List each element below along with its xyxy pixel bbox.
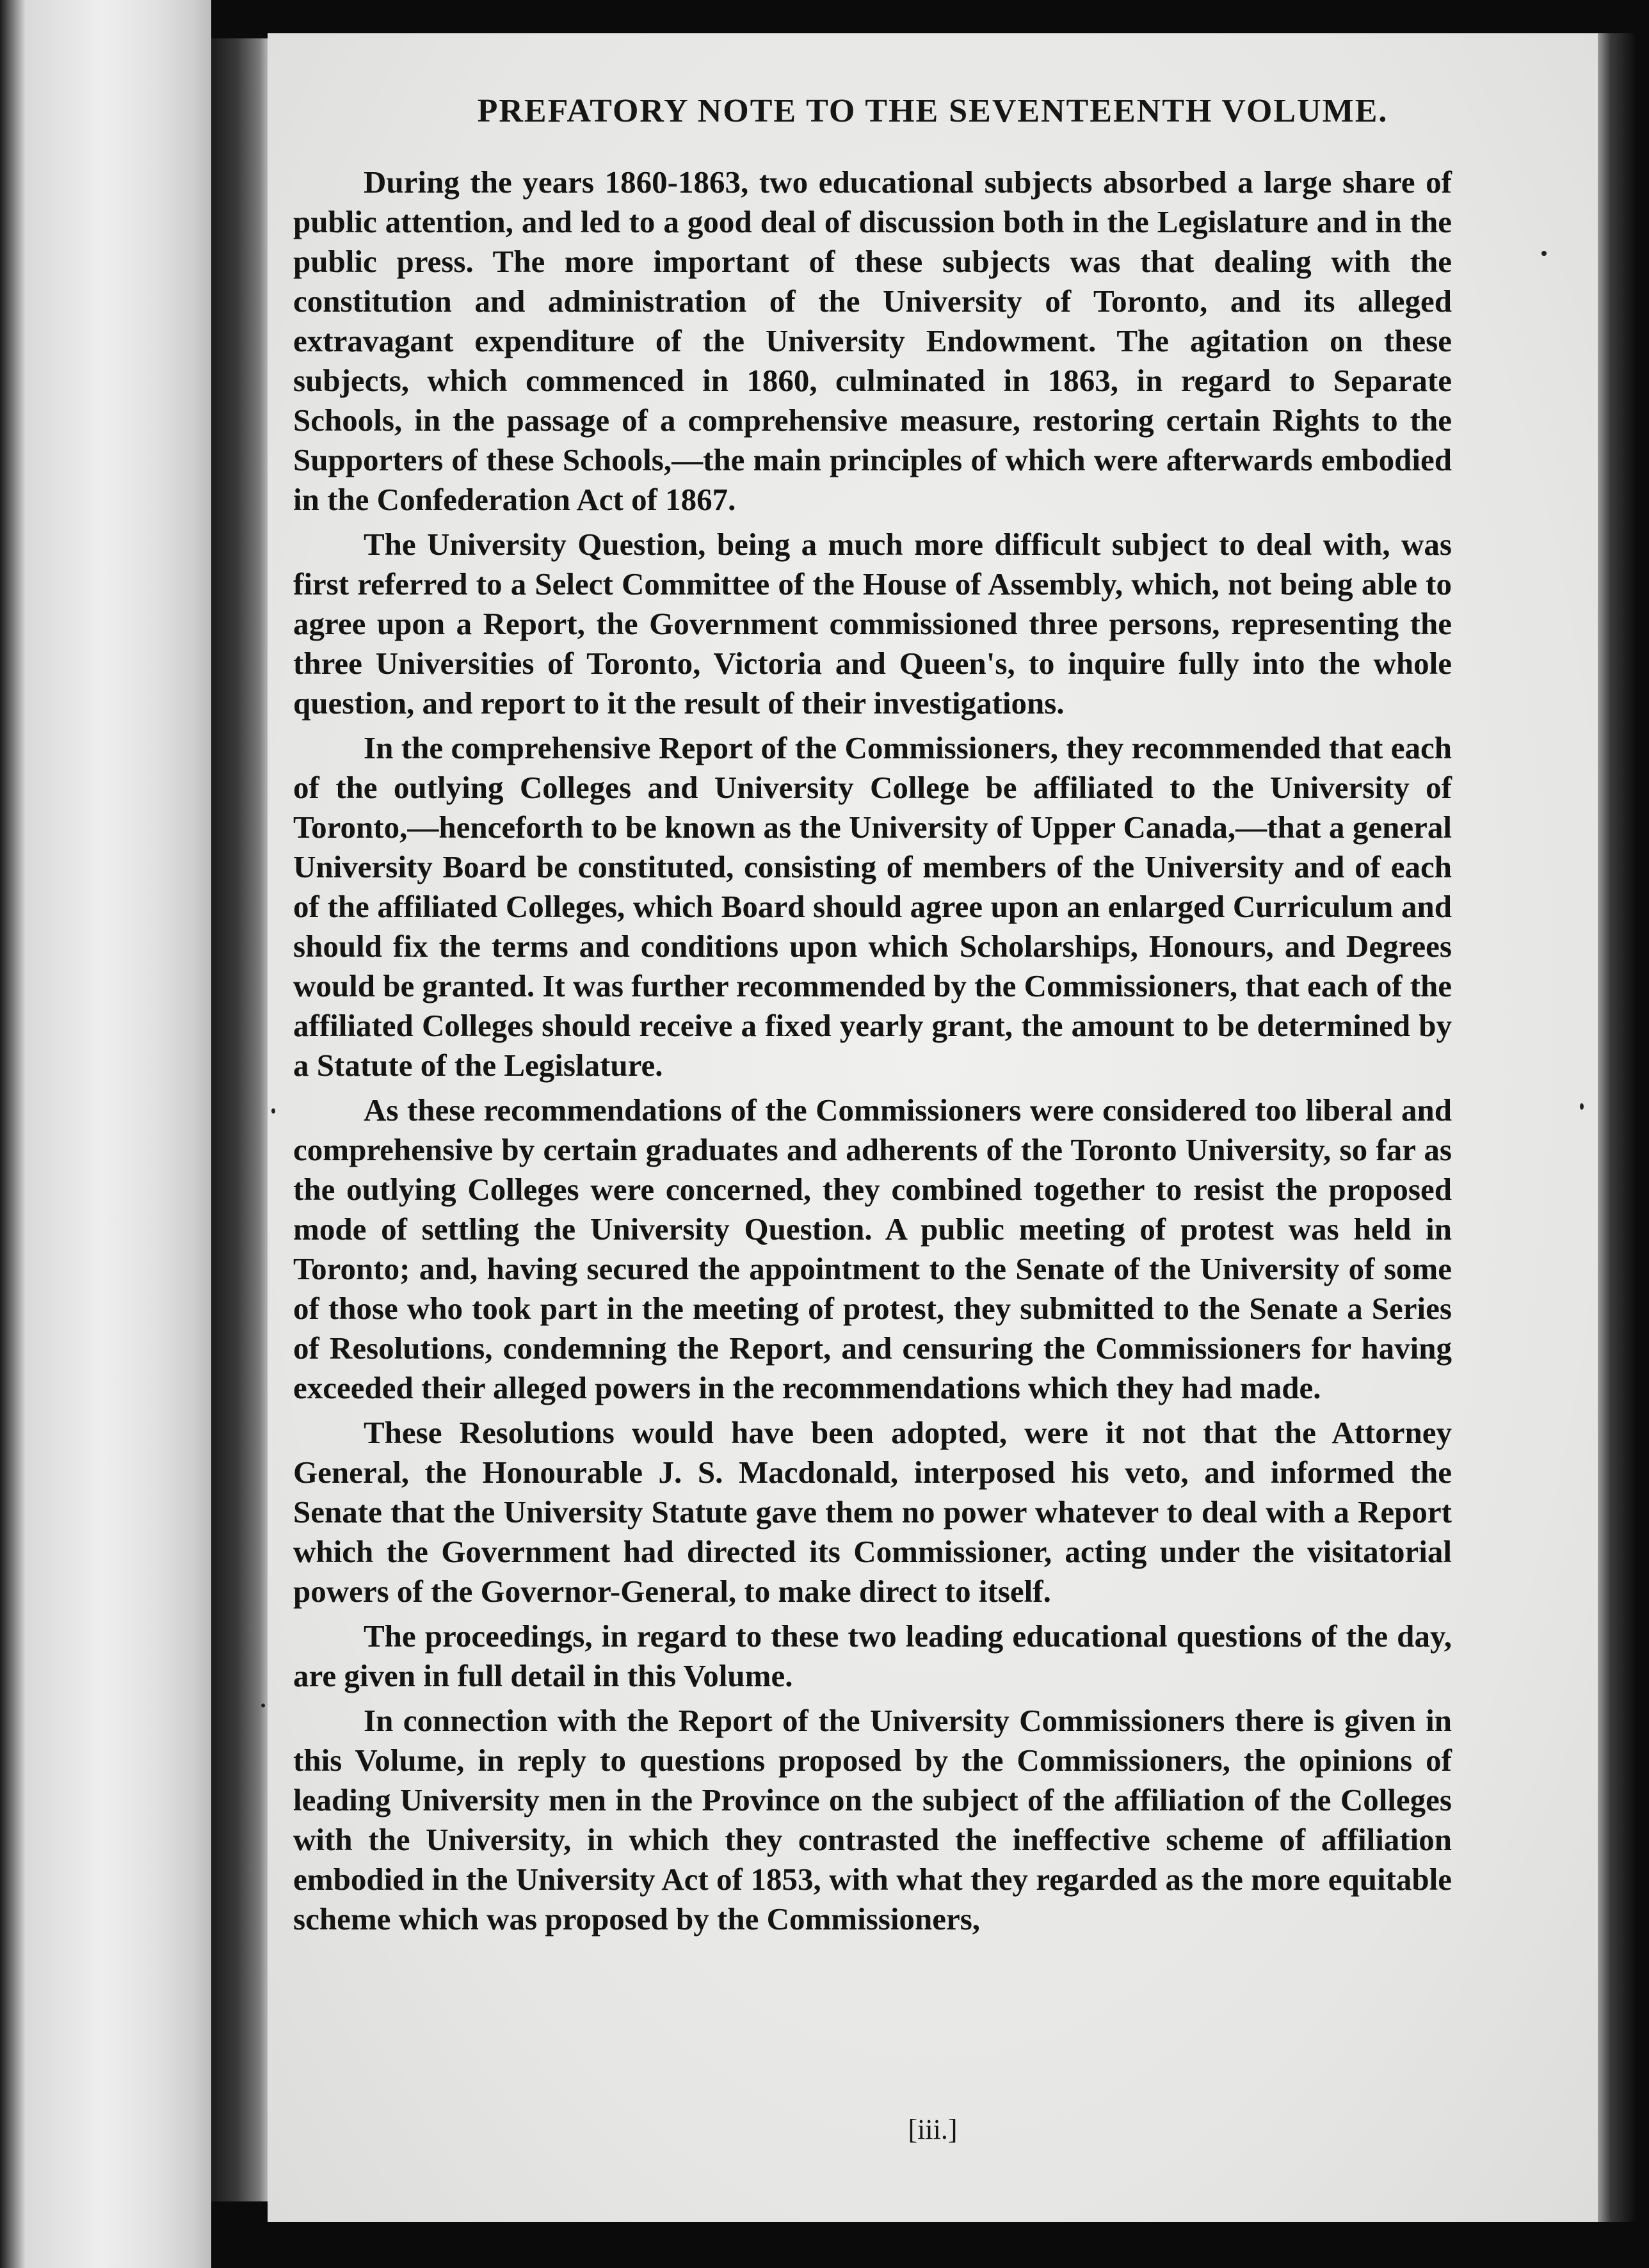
page-number: [iii.] — [908, 2114, 958, 2145]
paragraph-6: The proceedings, in regard to these two leading educational questions of the day, are given in full detail in this Volume. — [293, 1618, 1452, 1693]
page-heading: PREFATORY NOTE TO THE SEVENTEENTH VOLUME. — [477, 93, 1388, 129]
paragraph-5: These Resolutions would have been adopted, were it not that the Attorney General, the Honourable J. S. Macdonald, interposed his veto, and informed the Senate that the University Statute gave them no power whatever to deal with a Report which the Government had directed its Commissioner, acting under the visitatorial powers of the Governor-General, to make direct to itself. — [293, 1415, 1452, 1609]
ink-speck — [261, 1704, 265, 1707]
body-text — [293, 163, 1452, 1939]
ink-speck — [1580, 1103, 1584, 1110]
page-edge-shadow — [1598, 33, 1649, 2222]
document-page — [268, 33, 1598, 2222]
paragraph-1: During the years 1860-1863, two educational subjects absorbed a large share of public attention, and led to a good deal of discussion both in the Legislature and in the public press. The more important of these subjects was that dealing with the constitution and administration of the University of Toronto, and its alleged extravagant expenditure of the University Endowment. The agitation on these subjects, which commenced in 1860, culminated in 1863, in regard to Separate Schools, in the passage of a comprehensive measure, restoring certain Rights to the Supporters of these Schools,—the main principles of which were afterwards embodied in the Confederation Act of 1867. — [293, 164, 1452, 517]
paragraph-2: The University Question, being a much more difficult subject to deal with, was first referred to a Select Committee of the House of Assembly, which, not being able to agree upon a Report, the Government commissioned three persons, representing the three Universities of Toronto, Victoria and Queen's, to inquire fully into the whole question, and report to it the result of their investigations. — [293, 527, 1452, 721]
paragraph-4: As these recommendations of the Commissioners were considered too liberal and comprehensive by certain graduates and adherents of the Toronto University, so far as the outlying Colleges were concerned, they combined together to resist the proposed mode of settling the University Question. A public meeting of protest was held in Toronto; and, having secured the appointment to the Senate of the University of some of those who took part in the meeting of protest, they submitted to the Senate a Series of Resolutions, condemning the Report, and censuring the Commissioners for having exceeded their alleged powers in the recommendations which they had made. — [293, 1092, 1452, 1405]
paragraph-7: In connection with the Report of the University Commissioners there is given in this Volume, in reply to questions proposed by the Commissioners, the opinions of leading University men in the Province on the subject of the affiliation of the Colleges with the University, in which they contrasted the ineffective scheme of affiliation embodied in the University Act of 1853, with what they regarded as the more equitable scheme which was proposed by the Commissioners, — [293, 1703, 1452, 1937]
ink-speck — [271, 1108, 275, 1114]
ink-speck — [1541, 251, 1547, 256]
gutter-shadow — [211, 38, 269, 2201]
paragraph-3: In the comprehensive Report of the Commissioners, they recommended that each of the outlying Colleges and University College be affiliated to the University of Toronto,—henceforth to be known as the University of Upper Canada,—that a general University Board be constituted, consisting of members of the University and of each of the affiliated Colleges, which Board should agree upon an enlarged Curriculum and should fix the terms and conditions upon which Scholarships, Honours, and Degrees would be granted. It was further recommended by the Commissioners, that each of the affiliated Colleges should receive a fixed yearly grant, the amount to be determined by a Statute of the Legislature. — [293, 730, 1452, 1083]
book-spine — [0, 0, 211, 2268]
